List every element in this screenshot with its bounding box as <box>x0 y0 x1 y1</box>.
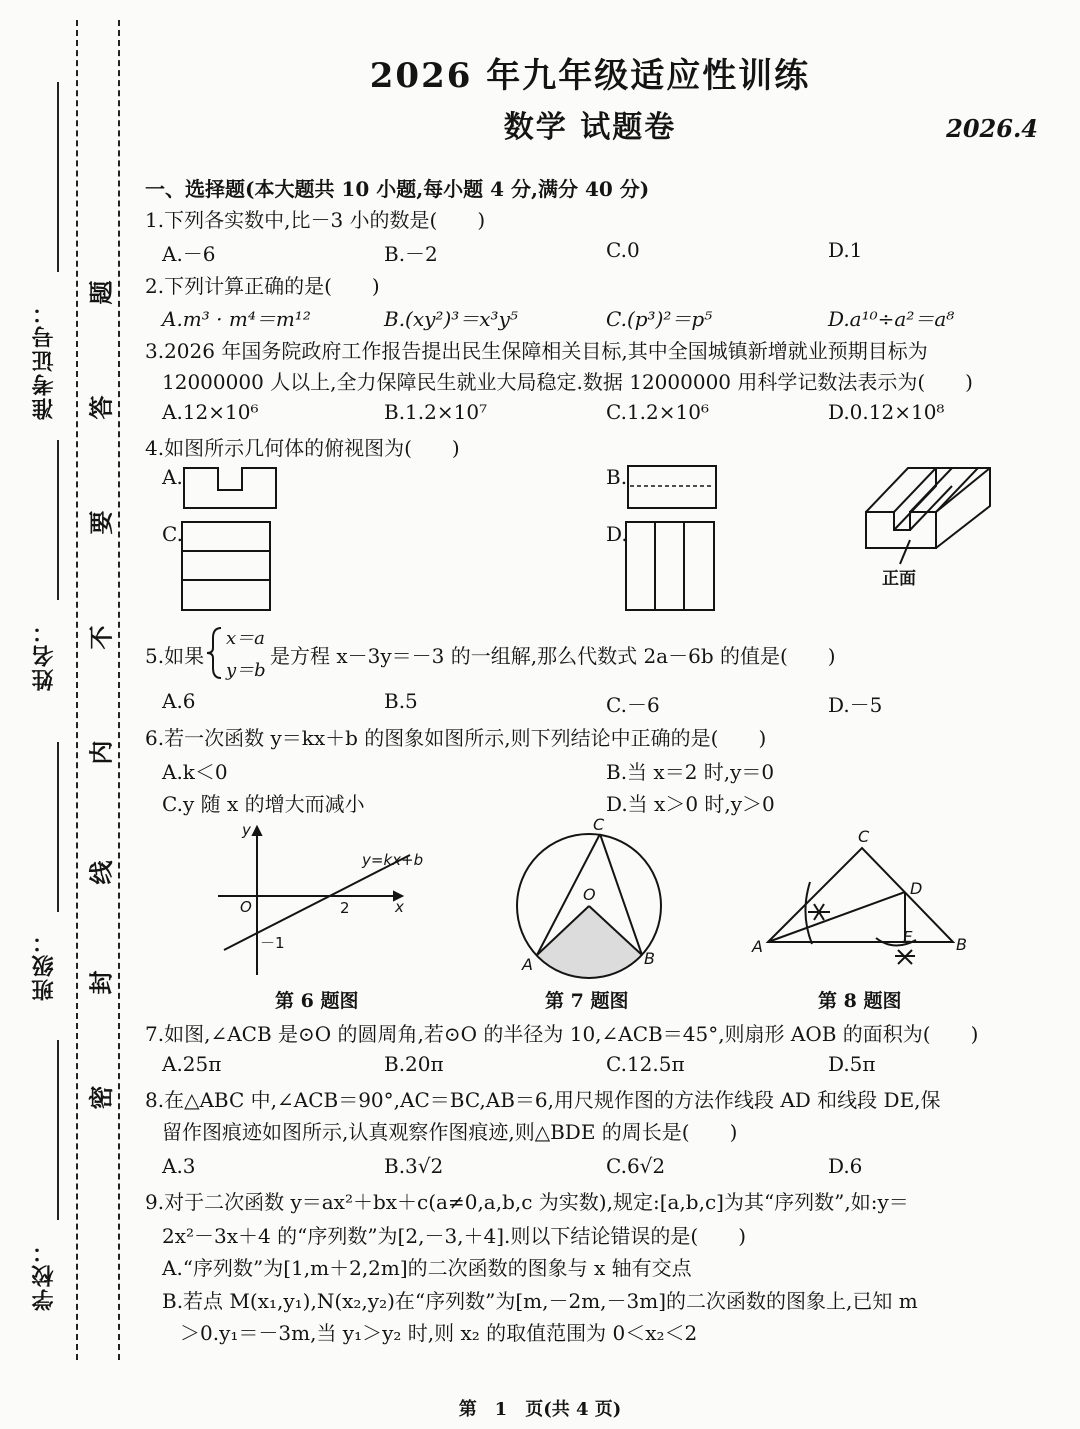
fig8-point-e: E <box>903 928 913 946</box>
q5-option-d: D.－5 <box>828 693 883 717</box>
q7-option-a: A.25π <box>162 1052 222 1076</box>
fig7-point-o: O <box>583 885 596 904</box>
q4-option-c: C. <box>162 522 183 546</box>
fig6-equation: y=kx+b <box>362 851 424 869</box>
q3-option-b: B.1.2×10⁷ <box>384 400 488 424</box>
fig8-triangle-figure <box>748 826 978 976</box>
q9-option-a: A.“序列数”为[1,m＋2,2m]的二次函数的图象与 x 轴有交点 <box>162 1256 692 1280</box>
q2-option-b: B.(xy²)³＝x³y⁵ <box>384 307 518 331</box>
q6-option-c: C.y 随 x 的增大而减小 <box>162 792 365 816</box>
q6-stem: 6.若一次函数 y＝kx＋b 的图象如图所示,则下列结论中正确的是( ) <box>145 726 767 750</box>
q2-option-d: D.a¹⁰÷a²＝a⁸ <box>828 307 955 331</box>
fig7-point-a: A <box>522 955 533 974</box>
q5-system-2: y＝b <box>226 660 266 681</box>
fig8-point-a: A <box>752 937 763 956</box>
q3-option-a: A.12×10⁶ <box>162 400 259 424</box>
fig7-caption: 第 7 题图 <box>545 990 629 1012</box>
q7-option-c: C.12.5π <box>606 1052 685 1076</box>
fig6-y-label: y <box>242 821 251 839</box>
fig7-point-b: B <box>644 949 655 968</box>
exam-title: 2026 年九年级适应性训练 <box>369 56 811 96</box>
q5-suffix: 是方程 x－3y＝－3 的一组解,那么代数式 2a－6b 的值是( ) <box>270 644 836 668</box>
q4-option-d: D. <box>606 522 628 546</box>
fig7-point-c: C <box>593 815 605 834</box>
q8-stem-line1: 8.在△ABC 中,∠ACB＝90°,AC＝BC,AB＝6,用尺规作图的方法作线段 AD 和线段 DE,保 <box>145 1088 941 1112</box>
q8-stem-line2: 留作图痕迹如图所示,认真观察作图痕迹,则△BDE 的周长是( ) <box>162 1120 738 1144</box>
q7-option-d: D.5π <box>828 1052 876 1076</box>
q9-option-b-line1: B.若点 M(x₁,y₁),N(x₂,y₂)在“序列数”为[m,－2m,－3m]的二次函数的图象上,已知 m <box>162 1289 918 1313</box>
q1-stem: 1.下列各实数中,比－3 小的数是( ) <box>145 208 486 232</box>
q2-stem: 2.下列计算正确的是( ) <box>145 274 380 298</box>
fig7-circle-figure <box>505 812 675 982</box>
school-label: 学校： <box>31 1239 57 1311</box>
q9-option-b-line2: ＞0.y₁＝－3m,当 y₁＞y₂ 时,则 x₂ 的取值范围为 0＜x₂＜2 <box>180 1321 698 1345</box>
fig6-caption: 第 6 题图 <box>275 990 359 1012</box>
q8-option-b: B.3√2 <box>384 1154 444 1178</box>
q4-option-b: B. <box>606 465 628 489</box>
q1-option-d: D.1 <box>828 238 863 262</box>
q4-view-b-figure <box>624 464 724 514</box>
seal-char: 内 <box>86 740 116 765</box>
page-footer: 第 1 页(共 4 页) <box>458 1399 622 1420</box>
q5-option-b: B.5 <box>384 689 418 713</box>
seal-char: 不 <box>86 625 116 650</box>
q5-brace <box>205 626 225 680</box>
q6-option-a: A.k＜0 <box>162 760 228 784</box>
name-label: 姓名： <box>31 619 57 691</box>
q5-option-a: A.6 <box>162 689 196 713</box>
fig8-point-b: B <box>956 935 967 954</box>
seal-char: 答 <box>86 395 116 420</box>
class-blank <box>57 742 59 912</box>
q9-stem-line1: 9.对于二次函数 y＝ax²＋bx＋c(a≠0,a,b,c 为实数),规定:[a,b,c]为其“序列数”,如:y＝ <box>145 1190 909 1214</box>
q1-option-a: A.－6 <box>162 242 216 266</box>
q6-option-d: D.当 x＞0 时,y＞0 <box>606 792 775 816</box>
q4-option-a: A. <box>162 465 183 489</box>
fig8-caption: 第 8 题图 <box>818 990 902 1012</box>
binding-line-inner <box>118 20 120 1360</box>
q3-stem-line2: 12000000 人以上,全力保障民生就业大局稳定.数据 12000000 用科学记数法表示为( ) <box>162 370 973 394</box>
q7-stem: 7.如图,∠ACB 是⊙O 的圆周角,若⊙O 的半径为 10,∠ACB＝45°,则扇形 AOB 的面积为( ) <box>145 1022 979 1046</box>
school-blank <box>57 1040 59 1220</box>
section-heading: 一、选择题(本大题共 10 小题,每小题 4 分,满分 40 分) <box>145 177 650 201</box>
seal-char: 题 <box>86 280 116 305</box>
binding-line-outer <box>76 20 78 1360</box>
fig8-point-d: D <box>910 879 923 898</box>
q3-option-c: C.1.2×10⁶ <box>606 400 709 424</box>
class-label: 班级： <box>31 929 57 1001</box>
q2-option-c: C.(p³)²＝p⁵ <box>606 307 713 331</box>
seal-char: 线 <box>86 860 116 885</box>
q4-view-a-figure <box>180 462 280 512</box>
q4-stem: 4.如图所示几何体的俯视图为( ) <box>145 436 460 460</box>
q8-option-d: D.6 <box>828 1154 863 1178</box>
fig6-origin-label: O <box>240 898 252 916</box>
q9-stem-line2: 2x²－3x＋4 的“序列数”为[2,－3,＋4].则以下结论错误的是( ) <box>162 1224 747 1248</box>
q1-option-c: C.0 <box>606 238 640 262</box>
seal-char: 密 <box>86 1085 116 1110</box>
fig8-point-c: C <box>858 827 870 846</box>
q5-prefix: 5.如果 <box>145 644 205 668</box>
q5-system-1: x＝a <box>226 628 265 649</box>
q4-solid-figure <box>860 460 1000 590</box>
q7-option-b: B.20π <box>384 1052 444 1076</box>
fig6-x-label: x <box>395 898 404 916</box>
seal-char: 封 <box>86 970 116 995</box>
fig6-y-intercept: －1 <box>260 934 285 952</box>
q6-option-b: B.当 x＝2 时,y＝0 <box>606 760 775 784</box>
q8-option-c: C.6√2 <box>606 1154 666 1178</box>
exam-id-label: 准考证号： <box>31 300 57 420</box>
front-label: 正面 <box>882 569 916 589</box>
q2-option-a: A.m³ · m⁴＝m¹² <box>162 307 311 331</box>
q3-stem-line1: 3.2026 年国务院政府工作报告提出民生保障相关目标,其中全国城镇新增就业预期目标为 <box>145 339 928 363</box>
q3-option-d: D.0.12×10⁸ <box>828 400 945 424</box>
fig6-graph <box>210 815 440 985</box>
seal-char: 要 <box>86 510 116 535</box>
fig6-x-intercept: 2 <box>340 899 350 917</box>
q8-option-a: A.3 <box>162 1154 196 1178</box>
q1-option-b: B.－2 <box>384 242 438 266</box>
q4-view-d-figure <box>624 520 724 616</box>
exam-subtitle: 数学 试题卷 <box>503 110 677 145</box>
name-blank <box>57 440 59 600</box>
exam-date: 2026.4 <box>946 114 1038 143</box>
q5-option-c: C.－6 <box>606 693 660 717</box>
q4-view-c-figure <box>180 520 280 616</box>
